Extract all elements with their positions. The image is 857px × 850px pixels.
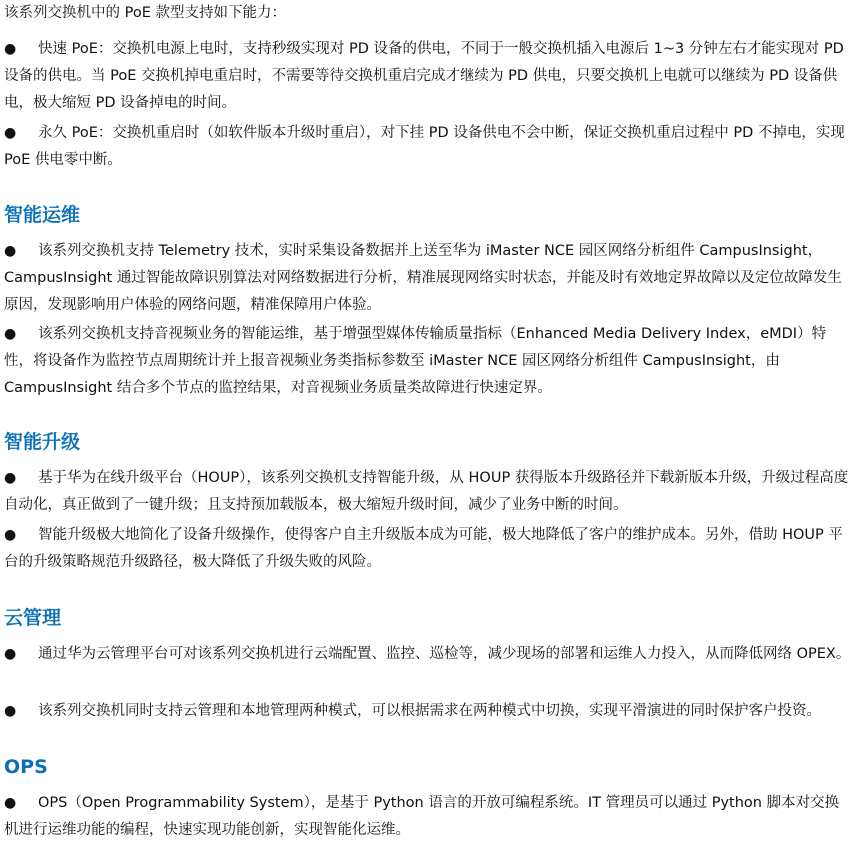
bullet-icon: ●: [4, 125, 17, 141]
list-item-cloud-platform: [4, 641, 852, 668]
bullet-icon: ●: [4, 646, 17, 662]
list-item-emdi: [4, 321, 852, 402]
list-item-upgrade-simplify: [4, 522, 852, 576]
bullet-icon: ●: [4, 527, 17, 543]
list-item-text: 该系列交换机支持音视频业务的智能运维，基于增强型媒体传输质量指标（Enhanced Media Delivery Index，eMDI）特性，将设备作为监控节点周期统计并上报音视频业务类指标参数至 iMaster NCE 园区网络分析组件 CampusInsight，由 CampusInsight 结合多个节点的监控结果，对音视频业务质量类故障进行快速定界。: [4, 326, 827, 396]
bullet-icon: ●: [4, 326, 17, 342]
list-item-text: 智能升级极大地简化了设备升级操作，使得客户自主升级版本成为可能，极大地降低了客户的维护成本。另外，借助 HOUP 平台的升级策略规范升级路径，极大降低了升级失败的风险。: [4, 527, 843, 570]
section-heading-cloud-management: 云管理: [4, 607, 62, 629]
list-item-text: 通过华为云管理平台可对该系列交换机进行云端配置、监控、巡检等，减少现场的部署和运维人力投入，从而降低网络 OPEX。: [38, 646, 851, 662]
bullet-icon: ●: [4, 41, 17, 57]
list-item-text: 快速 PoE：交换机电源上电时，支持秒级实现对 PD 设备的供电，不同于一般交换机插入电源后 1~3 分钟左右才能实现对 PD 设备的供电。当 PoE 交换机掉电重启时，不需要等待交换机重启完成才继续为 PD 供电，只要交换机上电就可以继续为 PD 设备供电，极大缩短 PD 设备掉电的时间。: [4, 41, 844, 111]
list-item-text: 基于华为在线升级平台（HOUP），该系列交换机支持智能升级，从 HOUP 获得版本升级路径并下载新版本升级，升级过程高度自动化，真正做到了一键升级；且支持预加载版本，极大缩短升级时间，减少了业务中断的时间。: [4, 470, 849, 513]
intro-text: 该系列交换机中的 PoE 款型支持如下能力：: [4, 5, 286, 21]
list-item-perpetual-poe: [4, 120, 852, 174]
list-item-text: 该系列交换机支持 Telemetry 技术，实时采集设备数据并上送至华为 iMaster NCE 园区网络分析组件 CampusInsight，CampusInsight 通过智能故障识别算法对网络数据进行分析，精准展现网络实时状态，并能及时有效地定界故障以及定位故障发生原因，发现影响用户体验的网络问题，精准保障用户体验。: [4, 243, 842, 313]
list-item-text: OPS（Open Programmability System），是基于 Python 语言的开放可编程系统。IT 管理员可以通过 Python 脚本对交换机进行运维功能的编程，快速实现功能创新，实现智能化运维。: [4, 795, 840, 838]
bullet-icon: ●: [4, 703, 17, 719]
section-heading-intelligent-upgrade: 智能升级: [4, 431, 81, 453]
list-item-fast-poe: [4, 36, 852, 117]
list-item-houp: [4, 465, 852, 519]
list-item-ops: [4, 790, 852, 844]
section-heading-ops: OPS: [4, 756, 48, 778]
list-item-text: 该系列交换机同时支持云管理和本地管理两种模式，可以根据需求在两种模式中切换，实现平滑演进的同时保护客户投资。: [38, 703, 821, 719]
list-item-dual-mode: [4, 698, 852, 725]
bullet-icon: ●: [4, 795, 17, 811]
bullet-icon: ●: [4, 470, 17, 486]
section-heading-intelligent-om: 智能运维: [4, 204, 81, 226]
bullet-icon: ●: [4, 243, 17, 259]
list-item-text: 永久 PoE：交换机重启时（如软件版本升级时重启），对下挂 PD 设备供电不会中断，保证交换机重启过程中 PD 不掉电，实现 PoE 供电零中断。: [4, 125, 845, 168]
list-item-telemetry: [4, 238, 852, 319]
